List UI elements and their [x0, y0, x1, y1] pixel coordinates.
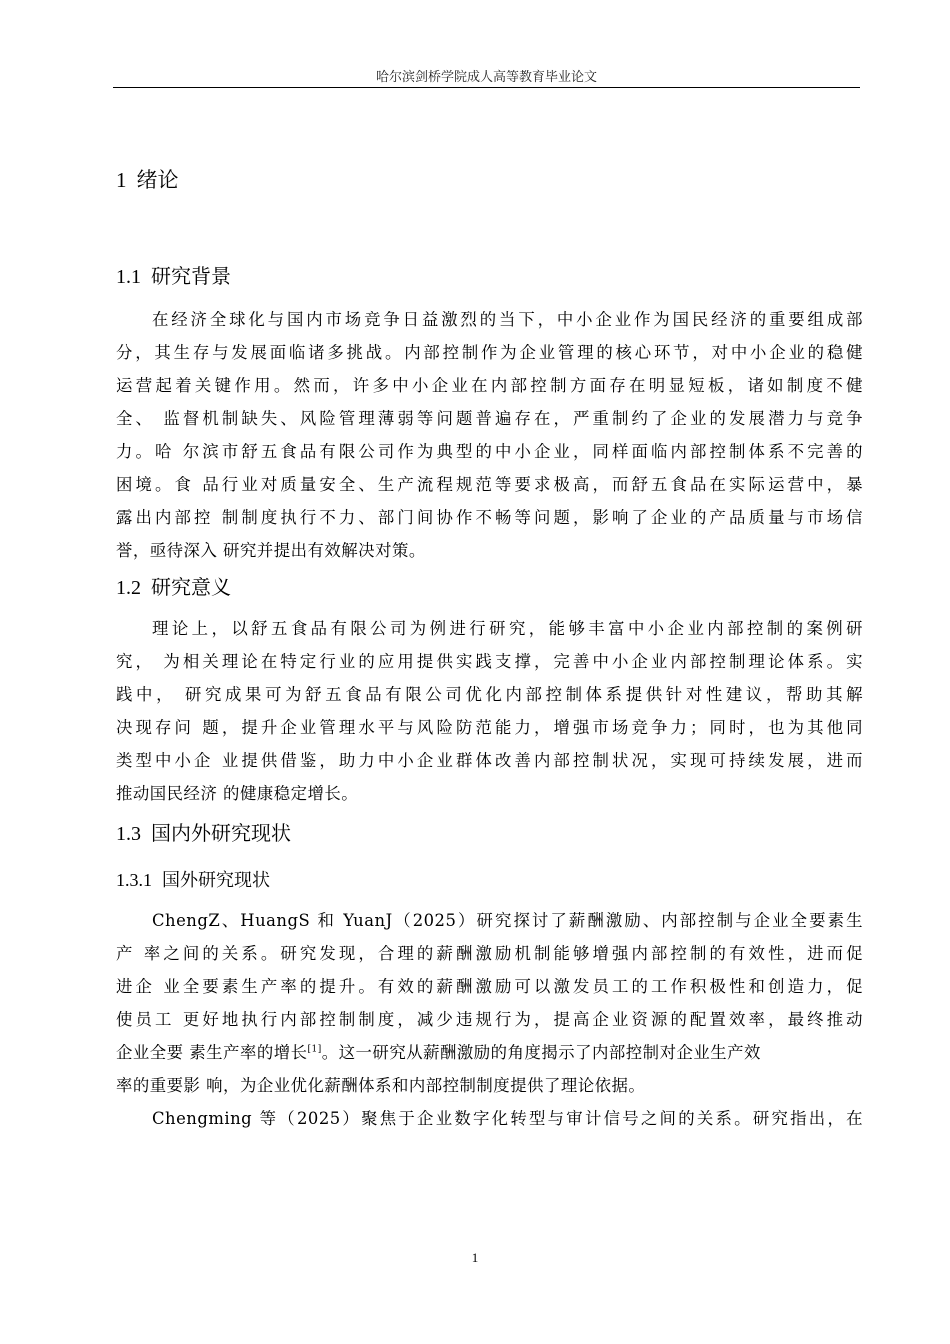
text-line: 困境。食 品行业对质量安全、生产流程规范等要求极高，而舒五食品在实际运营中，暴 — [116, 475, 863, 494]
subsection-title: 国外研究现状 — [162, 870, 270, 891]
paragraph-research-significance — [116, 612, 863, 810]
header-rule — [113, 87, 860, 88]
text-line: 誉，亟待深入 研究并提出有效解决对策。 — [116, 541, 426, 560]
text-line: ChengZ、HuangS 和 YuanJ（2025）研究探讨了薪酬激励、内部控制与企业全要素生 — [152, 911, 863, 930]
paragraph-foreign-research — [116, 904, 863, 1135]
section-title: 研究背景 — [151, 264, 231, 288]
text-line: 究， 为相关理论在特定行业的应用提供实践支撑，完善中小企业内部控制理论体系。实 — [116, 652, 863, 671]
citation-marker: [1] — [307, 1044, 322, 1055]
section-number: 1.2 — [116, 577, 141, 599]
text-line: 使员工 更好地执行内部控制制度，减少违规行为，提高企业资源的配置效率，最终推动 — [116, 1010, 863, 1029]
text-line: 类型中小企 业提供借鉴，助力中小企业群体改善内部控制状况，实现可持续发展，进而 — [116, 751, 863, 770]
text-line: 分，其生存与发展面临诸多挑战。内部控制作为企业管理的核心环节，对中小企业的稳健 — [116, 343, 863, 362]
subsection-number: 1.3.1 — [116, 870, 152, 890]
section-heading-1-3 — [116, 817, 291, 846]
chapter-number: 1 — [116, 168, 127, 192]
chapter-heading — [116, 164, 179, 194]
chapter-title: 绪论 — [136, 168, 179, 192]
text-line: 产 率之间的关系。研究发现，合理的薪酬激励机制能够增强内部控制的有效性，进而促 — [116, 944, 863, 963]
text-line: Chengming 等（2025）聚焦于企业数字化转型与审计信号之间的关系。研究指出，在 — [152, 1109, 863, 1128]
page-number: 1 — [471, 1250, 479, 1265]
text-line: 践中， 研究成果可为舒五食品有限公司优化内部控制体系提供针对性建议，帮助其解 — [116, 685, 863, 704]
text-line-with-citation — [116, 1036, 863, 1069]
text-line: 力。哈 尔滨市舒五食品有限公司作为典型的中小企业，同样面临内部控制体系不完善的 — [116, 442, 863, 461]
subsection-heading-1-3-1 — [116, 866, 270, 892]
text-line: 运营起着关键作用。然而，许多中小企业在内部控制方面存在明显短板，诸如制度不健 — [116, 376, 863, 395]
text-line: 推动国民经济 的健康稳定增长。 — [116, 784, 359, 803]
section-title: 国内外研究现状 — [151, 821, 291, 845]
text-line: 全、 监督机制缺失、风险管理薄弱等问题普遍存在，严重制约了企业的发展潜力与竞争 — [116, 409, 863, 428]
section-number: 1.3 — [116, 823, 141, 845]
text-line: 决现存问 题，提升企业管理水平与风险防范能力，增强市场竞争力；同时，也为其他同 — [116, 718, 863, 737]
section-heading-1-2 — [116, 571, 231, 600]
running-header: 哈尔滨剑桥学院成人高等教育毕业论文 — [375, 70, 597, 85]
text-line: 进企 业全要素生产率的提升。有效的薪酬激励可以激发员工的工作积极性和创造力，促 — [116, 977, 863, 996]
text-line: 理论上，以舒五食品有限公司为例进行研究，能够丰富中小企业内部控制的案例研 — [152, 619, 863, 638]
section-number: 1.1 — [116, 266, 141, 288]
section-title: 研究意义 — [151, 575, 231, 599]
text-line: 露出内部控 制制度执行不力、部门间协作不畅等问题，影响了企业的产品质量与市场信 — [116, 508, 863, 527]
text-line: 在经济全球化与国内市场竞争日益激烈的当下，中小企业作为国民经济的重要组成部 — [152, 310, 863, 329]
text-segment: 。这一研究从薪酬激励的角度揭示了内部控制对企业生产效 — [321, 1043, 761, 1062]
paragraph-research-background — [116, 303, 863, 567]
section-heading-1-1 — [116, 260, 231, 289]
text-line: 率的重要影 响，为企业优化薪酬体系和内部控制制度提供了理论依据。 — [116, 1076, 646, 1095]
text-segment: 企业全要 素生产率的增长 — [116, 1043, 308, 1062]
